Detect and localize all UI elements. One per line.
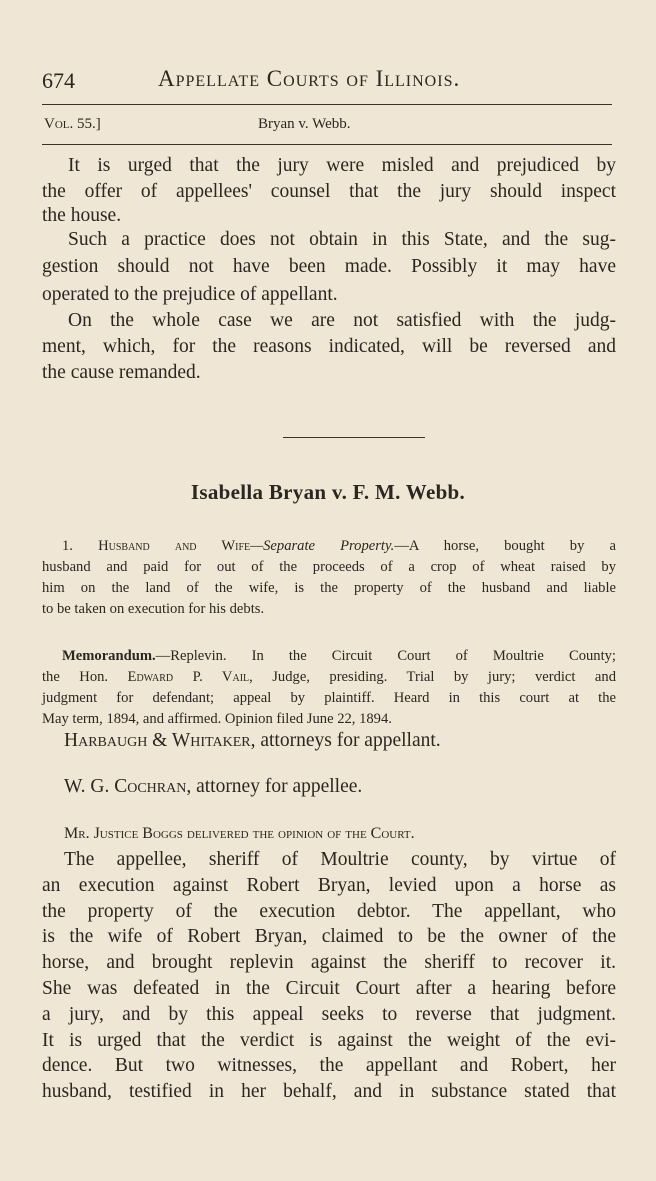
text-line: The appellee, sheriff of Moultrie county, by virtue of xyxy=(64,849,616,870)
text-line: It is urged that the jury were misled and prejudiced by xyxy=(68,155,616,176)
text-line: Such a practice does not obtain in this State, and the sug- xyxy=(68,229,616,250)
text-line: It is urged that the verdict is against the weight of the evi- xyxy=(42,1029,616,1051)
appellee-counsel xyxy=(64,776,362,798)
headnote-subtopic: —Separate Property. xyxy=(250,538,395,554)
memorandum-line: May term, 1894, and affirmed. Opinion filed June 22, 1894. xyxy=(42,711,392,727)
headnote-line: him on the land of the wife, is the property of the husband and liable xyxy=(42,580,616,596)
memorandum-text: —Replevin. In the Circuit Court of Moultrie County; xyxy=(155,648,616,664)
running-title: Bryan v. Webb. xyxy=(258,116,351,132)
text-line: an execution against Robert Bryan, levied upon a horse as xyxy=(42,874,616,896)
header-rule-lower xyxy=(42,144,612,145)
text-line: the cause remanded. xyxy=(42,362,201,383)
text-line: horse, and brought replevin against the sheriff to recover it. xyxy=(42,952,616,974)
memorandum-text: , Judge, presiding. Trial by jury; verdict and xyxy=(249,669,616,685)
counsel-role: , attorneys for appellant. xyxy=(250,730,441,751)
memorandum-line xyxy=(42,669,616,686)
text-line: the property of the execution debtor. The appellant, who xyxy=(42,900,616,922)
text-line: is the wife of Robert Bryan, claimed to be the owner of the xyxy=(42,926,616,948)
text-line: a jury, and by this appeal seeks to reverse that judgment. xyxy=(42,1003,616,1025)
headnote-topic: Husband and Wife xyxy=(98,538,251,554)
page-number: 674 xyxy=(42,68,75,93)
memorandum-label: Memorandum. xyxy=(62,648,156,664)
text-line: husband, testified in her behalf, and in substance stated that xyxy=(42,1081,616,1103)
headnote-text: —A horse, bought by a xyxy=(394,538,616,554)
text-line: the offer of appellees' counsel that the jury should inspect xyxy=(42,181,616,202)
memorandum-line: judgment for defendant; appeal by plaintiff. Heard in this court at the xyxy=(42,690,616,706)
volume-label: Vol. 55.] xyxy=(44,116,101,132)
headnote-line xyxy=(62,538,616,555)
text-line: the house. xyxy=(42,205,122,226)
header-rule xyxy=(42,104,612,105)
text-line: On the whole case we are not satisfied with the judg- xyxy=(68,310,616,331)
memorandum-line xyxy=(62,648,616,665)
text-line: dence. But two witnesses, the appellant and Robert, her xyxy=(42,1055,616,1077)
counsel-role: , attorney for appellee. xyxy=(186,776,363,797)
text-line: operated to the prejudice of appellant. xyxy=(42,284,338,305)
text-line: gestion should not have been made. Possibly it may have xyxy=(42,256,616,277)
section-divider xyxy=(283,437,425,438)
judge-name: Edward P. Vail xyxy=(127,669,250,685)
appellant-counsel xyxy=(64,730,441,752)
counsel-names: W. G. Cochran xyxy=(64,776,187,797)
book-title: Appellate Courts of Illinois. xyxy=(158,66,461,91)
text-line: She was defeated in the Circuit Court after a hearing before xyxy=(42,978,616,999)
headnote-line: husband and paid for out of the proceeds of a crop of wheat raised by xyxy=(42,559,616,575)
headnote-line: to be taken on execution for his debts. xyxy=(42,601,265,617)
opinion-header: Mr. Justice Boggs delivered the opinion of the Court. xyxy=(64,825,415,842)
memorandum-text: the Hon. xyxy=(42,669,109,685)
text-line: ment, which, for the reasons indicated, will be reversed and xyxy=(42,336,616,357)
counsel-names: Harbaugh & Whitaker xyxy=(64,730,251,751)
case-title: Isabella Bryan v. F. M. Webb. xyxy=(190,480,466,504)
headnote-number: 1. xyxy=(62,538,73,554)
